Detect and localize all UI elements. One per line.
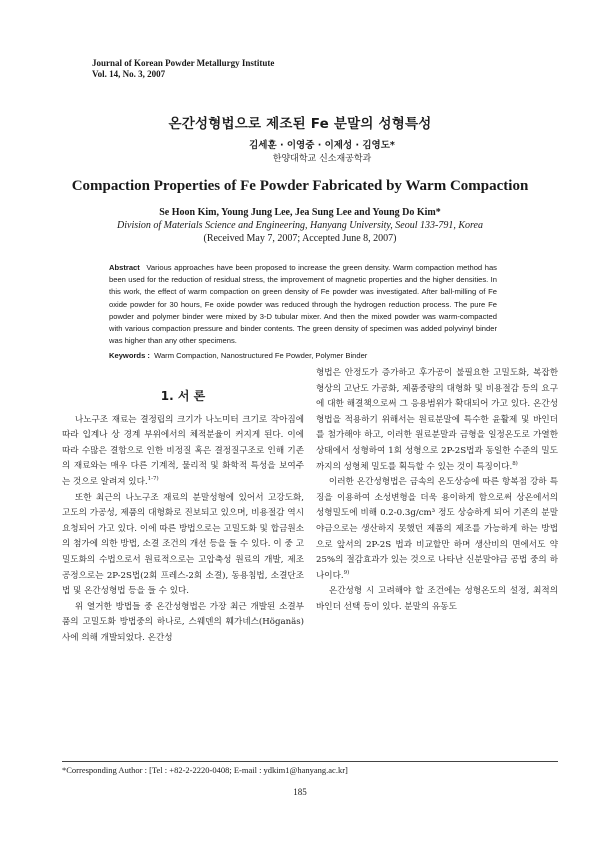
english-authors: Se Hoon Kim, Young Jung Lee, Jea Sung Lee and Young Do Kim* — [159, 207, 441, 218]
body-paragraph-text: 형법은 안정도가 증가하고 후가공이 불필요한 고밀도화, 복잡한 형상의 고난도 가공화, 제품중량의 대형화 및 비용절감 등의 요구에 대한 해결책으로써 그 응용범위가 확대되어 가고 있다. 온간성형법을 적용하기 위해서는 원료분말에 특수한 윤활제 및 바인더를 첨가해야 하고, 이러한 원료분말과 금형을 일정온도로 가열한 상태에서 성형하여 1회 성형으로 2P-2S법과 동일한 수준의 밀도까지의 성형체 밀도를 획득할 수 있는 것이 특징이다. — [316, 368, 558, 472]
citation-superscript: 8) — [512, 460, 518, 467]
journal-header — [92, 58, 274, 80]
abstract-text: Various approaches have been proposed to increase the green density. Warm compaction method has been used for the reduction of residual stress, the improvement of magnetic properties and the higher densities. In this work, the effect of warm compaction on green density of Fe powder was investigated. After ball-milling of Fe oxide powder for 30 hours, Fe oxide powder was reduced through the hydrogen reduction process. The pure Fe powder and polymer binder were mixed by 3-D tubular mixer. And then the mixed powder was warm-compacted with various compaction pressure and binder contents. The green density of specimen was added polyvinyl binder was higher than any other specimens. — [109, 263, 497, 346]
body-paragraph — [316, 366, 558, 475]
body-paragraph-text: 이러한 온간성형법은 금속의 온도상승에 따른 항복점 강하 특징을 이용하여 소성변형을 더욱 용이하게 함으로써 상온에서의 성형밀도에 비해 0.2-0.3g/cm³ 정도 상승하게 되어 기존의 분말야금으로는 생산하지 못했던 제품의 제조를 가능하게 하는 방법으로 앞서의 2P-2S 법과 비교할만 하며 생산비의 면에서도 약 25%의 절감효과가 있는 것으로 나타난 신분말야금 공법 중의 하나이다. — [316, 477, 558, 581]
right-column — [316, 366, 558, 616]
korean-authors: 김세훈 · 이영중 · 이제성 · 김영도* — [249, 140, 395, 151]
abstract-label: Abstract — [109, 263, 140, 272]
page-number: 185 — [293, 787, 307, 797]
body-paragraph: 위 열거한 방법들 중 온간성형법은 가장 최근 개발된 소결부품의 고밀도화 방법중의 하나로, 스웨덴의 훼가네스(Höganäs)사에 의해 개발되었다. 온간성 — [62, 601, 304, 643]
korean-affiliation: 한양대학교 신소재공학과 — [272, 154, 372, 164]
body-paragraph: 온간성형 시 고려해야 할 조건에는 성형온도의 설정, 최적의 바인더 선택 등이 있다. 분말의 유동도 — [316, 586, 558, 612]
citation-superscript: 1-7) — [147, 476, 159, 483]
received-dates: (Received May 7, 2007; Accepted June 8, 2007) — [203, 233, 397, 244]
body-paragraph: 또한 최근의 나노구조 재료의 분말성형에 있어서 고강도화, 고도의 가공성, 제품의 대형화로 진보되고 있으며, 비용절감 역시 요청되어 가고 있다. 이에 따른 방법으로는 고밀도화 및 합금원소의 첨가에 의한 방법, 소결 조건의 개선 등을 들 수 있다. 이 중 고밀도화의 수법으로서 원료적으로는 고압축성 원료의 개발, 제조공정으로는 2P-2S법(2회 프레스-2회 소결), 동용침법, 소결단조법 및 온간성형법 등을 들 수 있다. — [62, 492, 304, 597]
english-affiliation: Division of Materials Science and Engineering, Hanyang University, Seoul 133-791, Korea — [117, 220, 483, 231]
journal-name: Journal of Korean Powder Metallurgy Institute — [92, 58, 275, 68]
footnote-divider — [62, 761, 558, 762]
corresponding-author-footnote: *Corresponding Author : [Tel : +82-2-2220-0408; E-mail : ydkim1@hanyang.ac.kr] — [62, 765, 348, 775]
journal-volume: Vol. 14, No. 3, 2007 — [92, 69, 166, 79]
korean-title: 온간성형법으로 제조된 Fe 분말의 성형특성 — [168, 116, 432, 132]
english-title: Compaction Properties of Fe Powder Fabricated by Warm Compaction — [71, 178, 529, 194]
citation-superscript: 9) — [343, 569, 350, 576]
keywords-text: Warm Compaction, Nanostructured Fe Powder, Polymer Binder — [154, 351, 368, 360]
abstract — [109, 262, 497, 347]
keywords-label: Keywords : — [109, 351, 150, 360]
body-paragraph — [316, 475, 558, 584]
body-paragraph-text: 나노구조 재료는 결정립의 크기가 나노미터 크기로 작아짐에 따라 입계나 상 경계 부위에서의 체적분율이 커지게 된다. 이에 따라 수많은 결함으로 인한 비정질 혹은 결정질구조로 인해 기존의 재료와는 매우 다른 기계적, 물리적 및 화학적 특성을 보여주는 것으로 알려져 있다. — [62, 414, 304, 487]
left-column — [62, 364, 304, 647]
body-paragraph — [62, 413, 304, 491]
keywords — [109, 351, 499, 360]
section-heading-introduction: 1. 서 론 — [160, 389, 206, 403]
